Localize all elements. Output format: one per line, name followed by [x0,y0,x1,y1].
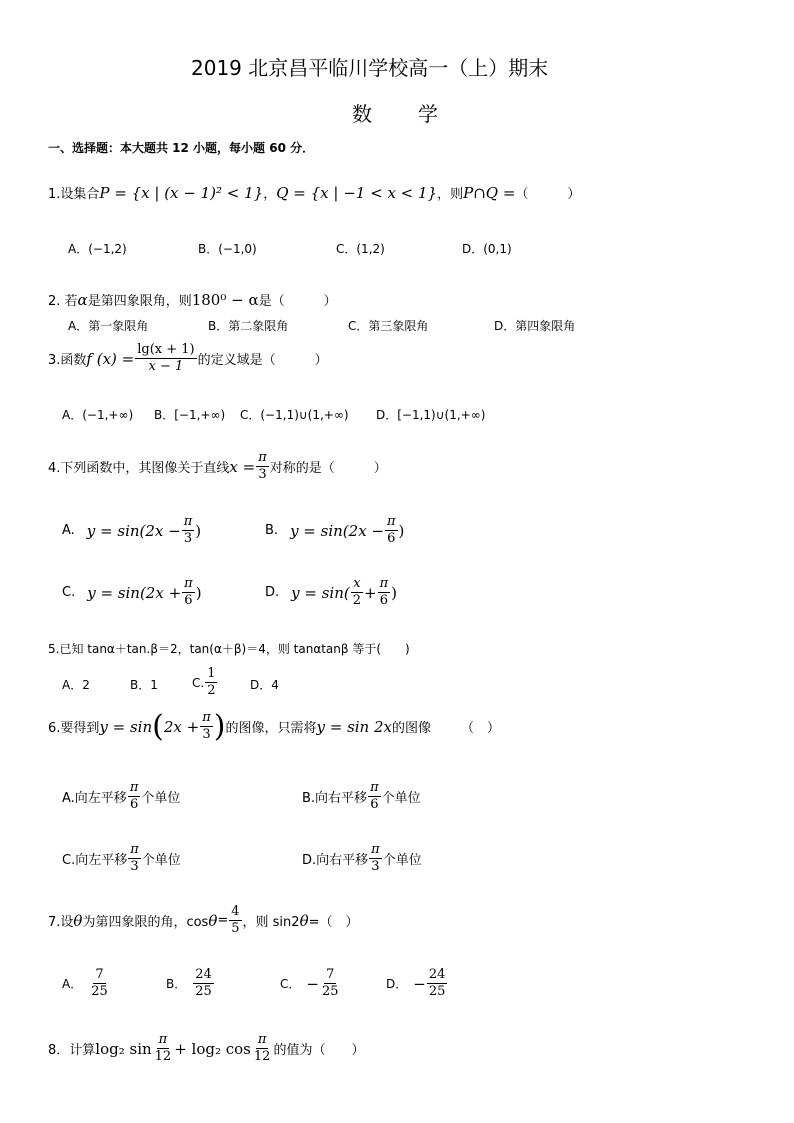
q7-theta3: θ [299,911,309,930]
q8-num1: π [158,1032,168,1047]
q2-option-d: D．第四象限角 [494,319,576,333]
q4-end: 对称的是（ ） [269,461,387,476]
q4-option-c [62,576,202,609]
q4-d-label: D. [265,585,280,600]
q8-stem: 8．计算 [48,1043,96,1058]
q8-log1: log₂ sin [95,1039,152,1058]
q4-c-fraction [182,576,195,609]
q8-end: 的值为（ ） [273,1043,365,1058]
q1-sep: ， [263,187,277,202]
q1-stem: 1.设集合 [48,187,100,202]
q5-option-a: A．2 [62,678,90,692]
q6-c-post: 个单位 [141,853,181,868]
q1-option-c: C．(1,2) [336,242,385,256]
q7-b-fraction [193,967,214,1000]
question-3 [48,342,328,375]
q1-paren: （ ） [515,187,581,202]
q4-x: x = [229,457,256,476]
q4-d-num1: x [353,576,361,591]
q1-option-b: B．(−1,0) [198,242,257,256]
q7-c-num: 7 [326,967,335,982]
q4-c-expr: y = sin(2x + [87,583,182,602]
q6-a-den: 6 [129,797,139,812]
q3-numerator: lg(x + 1) [137,342,195,357]
q3-fraction [135,342,196,375]
q7-d-label: D． [386,977,408,991]
q6-b-den: 6 [370,797,379,812]
q4-a-expr: y = sin(2x − [86,521,181,540]
q2-stem: 2. 若 [48,294,78,309]
q4-b-fraction [385,514,398,547]
question-6 [48,710,500,743]
q4-b-label: B. [265,523,279,538]
subject-title: 数 学 [352,102,440,126]
q6-d-pre: D.向右平移 [302,853,369,868]
q6-d-fraction [369,842,382,875]
q4-b-num: π [387,514,396,529]
q3-denominator: x − 1 [148,359,184,374]
q7-d-den: 25 [428,984,446,999]
q8-fraction-2 [252,1032,273,1065]
q6-lparen: ( [152,708,164,744]
q1-option-a: A．(−1,2) [68,242,127,256]
q5-option-c [192,666,218,699]
q4-d-num2: π [379,576,389,591]
q6-d-post: 个单位 [382,853,422,868]
q6-stem: 6.要得到 [48,721,100,736]
question-1 [48,183,580,202]
q4-b-post: ) [398,521,405,540]
q4-c-post: ) [195,583,202,602]
q7-option-b [166,967,215,1000]
q7-end: ，则 sin2 [242,915,300,930]
q2-alpha: α [77,291,88,309]
q6-option-b [302,780,421,813]
q6-mid: 的图像，只需将 [225,721,317,736]
q4-option-b [265,514,404,547]
q7-stem: 7.设 [48,915,74,930]
q4-b-den: 6 [387,531,396,546]
q7-option-c [280,967,342,1000]
q7-a-label: A． [62,977,83,991]
q1-ask: P∩Q = [463,183,516,202]
q3-option-a: A．(−1,+∞) [62,408,134,422]
q7-a-fraction [89,967,110,1000]
q7-c-fraction [320,967,341,1000]
q4-c-num: π [184,576,193,591]
q4-d-expr: y = sin( [291,583,350,602]
q2-end: 是（ ） [258,294,337,309]
q7-option-a [62,967,111,1000]
q7-b-label: B． [166,977,187,991]
q6-c-pre: C.向左平移 [62,853,128,868]
q7-fraction [229,904,241,937]
q7-den: 5 [231,921,240,936]
q7-mid: 为第四象限的角，cos [82,915,209,930]
q5-option-d: D．4 [250,678,279,692]
q4-numerator: π [258,450,267,465]
q4-d-fraction-1 [351,576,363,609]
q8-num2: π [257,1032,267,1047]
q6-c-fraction [128,842,141,875]
q6-b-post: 个单位 [381,791,421,806]
q1-set-q: Q = {x | −1 < x < 1} [276,183,438,202]
q2-mid: 是第四象限角，则 [87,294,192,309]
q7-a-num: 7 [95,967,104,982]
q7-eq: = [217,913,229,928]
q1-option-d: D．(0,1) [462,242,512,256]
q3-f: f (x) = [86,349,135,368]
q4-a-num: π [183,514,193,529]
q6-option-a [62,780,180,813]
q6-c-den: 3 [130,859,139,874]
q7-num: 4 [231,904,240,919]
question-2 [48,290,337,309]
q7-d-fraction [427,967,448,1000]
q2-option-a: A．第一象限角 [68,319,149,333]
question-5: 5.已知 tanα＋tan.β＝2，tan(α＋β)＝4，则 tanαtanβ 等于( ) [48,642,410,656]
q3-stem: 3.函数 [48,353,87,368]
q6-end: 的图像 [392,721,432,736]
q7-c-label: C． [280,977,301,991]
q4-b-expr: y = sin(2x − [290,521,384,540]
q7-c-den: 25 [321,984,339,999]
q6-fraction [200,710,213,743]
q7-a-den: 25 [91,984,108,999]
q6-a-post: 个单位 [141,791,181,806]
q7-d-sign: − [413,974,426,993]
q4-denominator: 3 [258,467,267,482]
section-heading: 一、选择题：本大题共 12 小题，每小题 60 分． [48,141,315,155]
q3-option-b: B．[−1,+∞) [154,408,226,422]
q4-d-den1: 2 [352,593,362,608]
q7-b-num: 24 [195,967,212,982]
q7-theta2: θ [208,911,218,930]
q4-a-fraction [182,514,195,547]
q7-c-sign: − [306,974,319,993]
q8-plus: + log₂ cos [174,1039,251,1058]
q6-c-num: π [130,842,139,857]
q5-c-fraction [205,666,217,699]
q6-b-fraction [368,780,381,813]
q6-d-num: π [371,842,380,857]
q6-y2: y = sin 2x [316,717,392,736]
q2-option-b: B．第二象限角 [208,319,289,333]
q6-b-num: π [370,780,379,795]
q3-end: 的定义域是（ ） [197,353,328,368]
q4-stem: 4.下列函数中，其图像关于直线 [48,461,230,476]
q6-rparen: ) [213,708,226,744]
q4-c-label: C. [62,585,76,600]
q4-d-post: ) [391,583,398,602]
q1-set-p: P = {x | (x − 1)² < 1} [99,183,264,202]
q6-inner: 2x + [163,717,200,736]
q2-option-c: C．第三象限角 [348,319,429,333]
q4-d-fraction-2 [378,576,391,609]
q2-expr: 180⁰ − α [191,291,259,309]
q5-c-num: 1 [207,666,216,681]
q6-b-pre: B.向右平移 [302,791,368,806]
q8-den2: 12 [253,1049,271,1064]
q6-a-fraction [128,780,141,813]
q4-d-plus: + [364,583,377,602]
q6-num: π [202,710,211,725]
q4-fraction [256,450,269,483]
q8-fraction-1 [153,1032,174,1065]
q7-theta: θ [73,911,83,930]
question-7 [48,904,359,937]
q3-option-c: C．(−1,1)∪(1,+∞) [240,408,349,422]
q4-c-den: 6 [184,593,193,608]
q4-a-label: A. [62,523,75,538]
q7-b-den: 25 [195,984,212,999]
q4-option-d [265,576,397,609]
q6-option-c [62,842,181,875]
q4-a-post: ) [195,521,202,540]
q6-d-den: 3 [371,859,380,874]
q7-d-num: 24 [428,967,446,982]
q6-paren: （ ） [461,721,501,736]
q6-y1: y = sin [99,717,153,736]
exam-title: 2019 北京昌平临川学校高一（上）期末 [191,56,549,80]
q3-option-d: D．[−1,1)∪(1,+∞) [376,408,486,422]
q1-stem-b: ，则 [437,187,464,202]
q7-end2: =（ ） [308,915,359,930]
q6-option-d [302,842,422,875]
q6-den: 3 [202,727,211,742]
q6-a-num: π [129,780,139,795]
q6-a-pre: A.向左平移 [62,791,127,806]
q4-d-den2: 6 [379,593,389,608]
q5-c-label: C. [192,675,205,690]
question-4 [48,450,387,483]
q5-c-den: 2 [207,683,216,698]
q4-a-den: 3 [183,531,193,546]
q5-option-b: B．1 [130,678,158,692]
q8-den1: 12 [154,1049,172,1064]
q4-option-a [62,514,201,547]
q7-option-d [386,967,448,1000]
question-8 [48,1032,364,1065]
